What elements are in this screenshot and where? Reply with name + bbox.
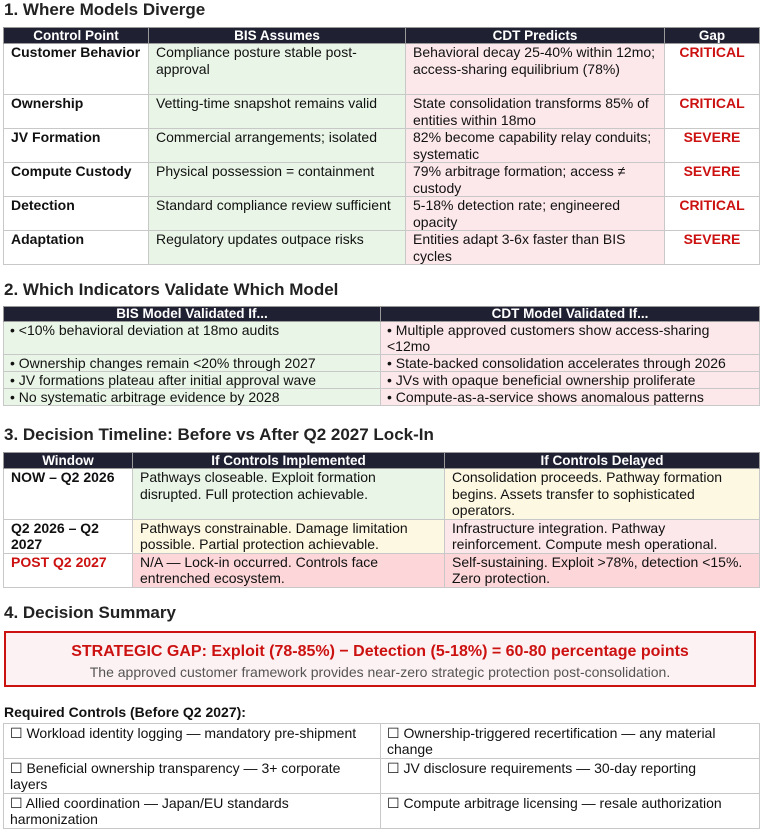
- header-cdt-predicts: CDT Predicts: [406, 28, 665, 44]
- gap-badge: SEVERE: [665, 163, 760, 197]
- table-row: [4, 372, 760, 389]
- strategic-gap-callout: [4, 631, 756, 687]
- delayed-cell: Infrastructure integration. Pathway reinforcement. Compute mesh operational.: [445, 519, 760, 553]
- gap-badge: CRITICAL: [665, 197, 760, 231]
- header-bis-assumes: BIS Assumes: [149, 28, 406, 44]
- table-row: [4, 44, 760, 95]
- section-3-heading: 3. Decision Timeline: Before vs After Q2 2027 Lock-In: [4, 425, 434, 444]
- control-checkbox-item[interactable]: ☐ Beneficial ownership transparency — 3+ corporate layers: [4, 759, 381, 794]
- bis-cell: Standard compliance review sufficient: [149, 197, 406, 231]
- table-row: [4, 163, 760, 197]
- table-row: [4, 759, 760, 794]
- header-implemented: If Controls Implemented: [133, 453, 445, 469]
- cdt-indicator: • State-backed consolidation accelerates through 2026: [381, 355, 760, 372]
- cdt-indicator: • Multiple approved customers show access-sharing <12mo: [381, 322, 760, 355]
- header-window: Window: [4, 453, 133, 469]
- control-checkbox-item[interactable]: ☐ Ownership-triggered recertification — any material change: [381, 724, 760, 759]
- delayed-cell: Consolidation proceeds. Pathway formation begins. Assets transfer to sophisticated operators.: [445, 469, 760, 520]
- section-2-heading: 2. Which Indicators Validate Which Model: [4, 280, 339, 299]
- control-checkbox-item[interactable]: ☐ Compute arbitrage licensing — resale authorization: [381, 794, 760, 829]
- cdt-cell: Entities adapt 3-6x faster than BIS cycles: [406, 231, 665, 265]
- required-controls-table: [3, 723, 760, 829]
- cdt-cell: 5-18% detection rate; engineered opacity: [406, 197, 665, 231]
- implemented-cell: Pathways closeable. Exploit formation disrupted. Full protection achievable.: [133, 469, 445, 520]
- table-row: [4, 724, 760, 759]
- cdt-cell: Behavioral decay 25-40% within 12mo; access-sharing equilibrium (78%): [406, 44, 665, 95]
- control-checkbox-item[interactable]: ☐ Workload identity logging — mandatory pre-shipment: [4, 724, 381, 759]
- table-row: [4, 553, 760, 587]
- window-cell: NOW – Q2 2026: [4, 469, 133, 520]
- bis-indicator: • <10% behavioral deviation at 18mo audits: [4, 322, 381, 355]
- table-row: [4, 231, 760, 265]
- timeline-header-row: [4, 453, 760, 469]
- table-row: [4, 129, 760, 163]
- gap-badge: CRITICAL: [665, 44, 760, 95]
- control-point-cell: JV Formation: [4, 129, 149, 163]
- bis-cell: Commercial arrangements; isolated: [149, 129, 406, 163]
- table-row: [4, 322, 760, 355]
- section-4-heading: 4. Decision Summary: [4, 603, 176, 622]
- table-row: [4, 197, 760, 231]
- header-cdt-validated: CDT Model Validated If...: [381, 307, 760, 322]
- required-controls-title: Required Controls (Before Q2 2027):: [4, 704, 246, 720]
- window-cell: POST Q2 2027: [4, 553, 133, 587]
- table-row: [4, 519, 760, 553]
- timeline-table: [3, 452, 760, 588]
- gap-badge: SEVERE: [665, 129, 760, 163]
- indicators-header-row: [4, 307, 760, 322]
- delayed-cell: Self-sustaining. Exploit >78%, detection <15%. Zero protection.: [445, 553, 760, 587]
- gap-badge: CRITICAL: [665, 95, 760, 129]
- header-gap: Gap: [665, 28, 760, 44]
- bis-indicator: • No systematic arbitrage evidence by 2028: [4, 389, 381, 406]
- table-row: [4, 389, 760, 406]
- header-delayed: If Controls Delayed: [445, 453, 760, 469]
- bis-cell: Vetting-time snapshot remains valid: [149, 95, 406, 129]
- table-row: [4, 95, 760, 129]
- control-point-cell: Adaptation: [4, 231, 149, 265]
- header-bis-validated: BIS Model Validated If...: [4, 307, 381, 322]
- cdt-cell: 79% arbitrage formation; access ≠ custody: [406, 163, 665, 197]
- implemented-cell: Pathways constrainable. Damage limitation possible. Partial protection achievable.: [133, 519, 445, 553]
- strategic-gap-title: STRATEGIC GAP: Exploit (78-85%) − Detection (5-18%) = 60-80 percentage points: [71, 643, 689, 660]
- bis-cell: Compliance posture stable post-approval: [149, 44, 406, 95]
- section-1-heading: 1. Where Models Diverge: [4, 0, 206, 19]
- header-control-point: Control Point: [4, 28, 149, 44]
- bis-indicator: • JV formations plateau after initial approval wave: [4, 372, 381, 389]
- implemented-cell: N/A — Lock-in occurred. Controls face entrenched ecosystem.: [133, 553, 445, 587]
- window-cell: Q2 2026 – Q2 2027: [4, 519, 133, 553]
- bis-cell: Physical possession = containment: [149, 163, 406, 197]
- cdt-indicator: • Compute-as-a-service shows anomalous patterns: [381, 389, 760, 406]
- indicators-table: [3, 306, 760, 406]
- strategic-gap-subtitle: The approved customer framework provides near-zero strategic protection post-consolidation.: [89, 664, 671, 680]
- bis-indicator: • Ownership changes remain <20% through 2027: [4, 355, 381, 372]
- cdt-indicator: • JVs with opaque beneficial ownership proliferate: [381, 372, 760, 389]
- divergence-header-row: [4, 28, 760, 44]
- divergence-table: [3, 27, 760, 265]
- table-row: [4, 355, 760, 372]
- control-point-cell: Compute Custody: [4, 163, 149, 197]
- bis-cell: Regulatory updates outpace risks: [149, 231, 406, 265]
- table-row: [4, 794, 760, 829]
- table-row: [4, 469, 760, 520]
- control-checkbox-item[interactable]: ☐ JV disclosure requirements — 30-day reporting: [381, 759, 760, 794]
- control-point-cell: Detection: [4, 197, 149, 231]
- gap-badge: SEVERE: [665, 231, 760, 265]
- cdt-cell: 82% become capability relay conduits; systematic: [406, 129, 665, 163]
- control-checkbox-item[interactable]: ☐ Allied coordination — Japan/EU standards harmonization: [4, 794, 381, 829]
- cdt-cell: State consolidation transforms 85% of entities within 18mo: [406, 95, 665, 129]
- control-point-cell: Ownership: [4, 95, 149, 129]
- control-point-cell: Customer Behavior: [4, 44, 149, 95]
